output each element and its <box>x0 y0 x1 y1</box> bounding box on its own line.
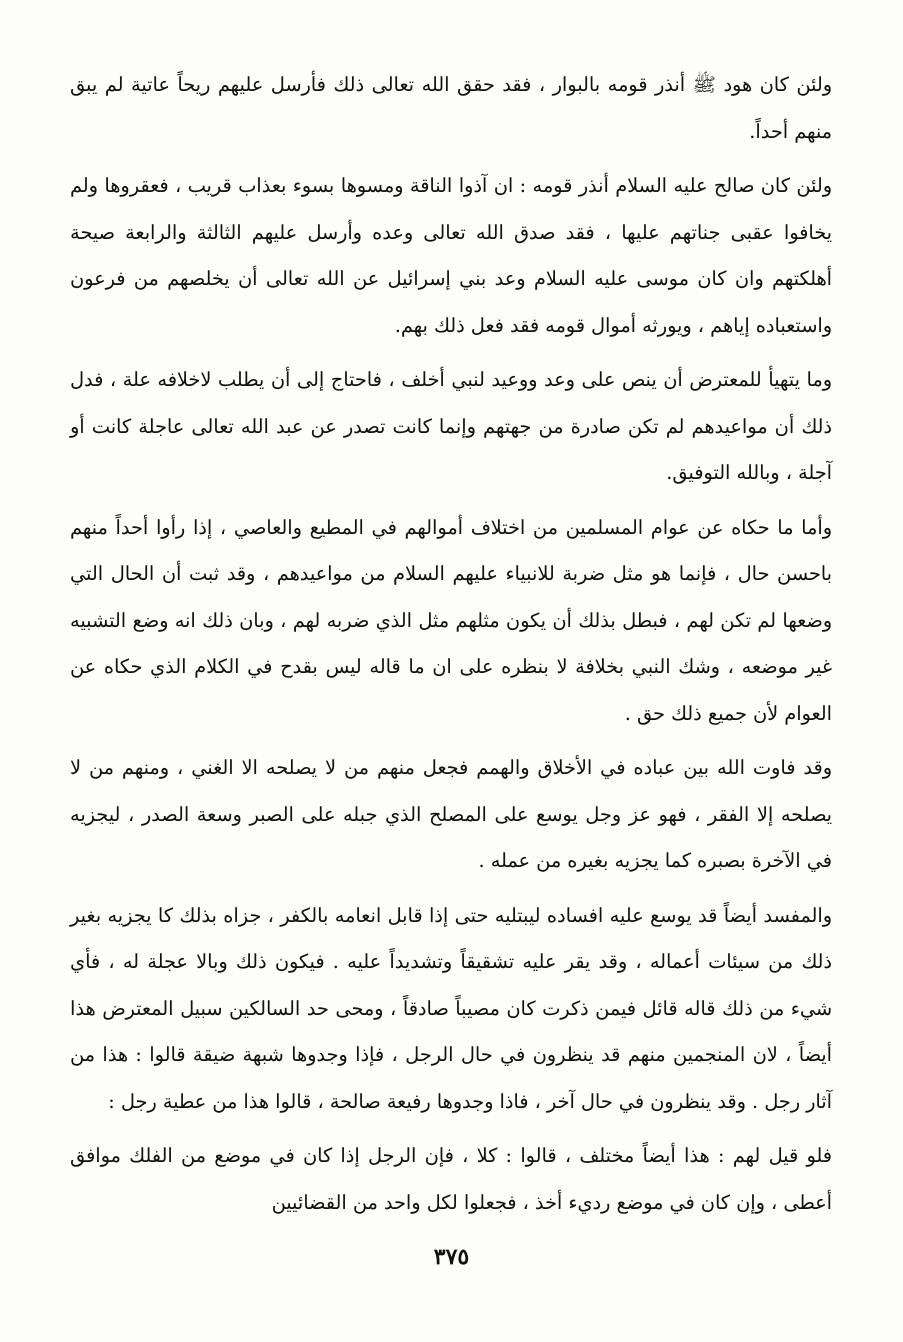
paragraph-5: وقد فاوت الله بين عباده في الأخلاق والهمم فجعل منهم من لا يصلحه الا الغني ، ومنهم من لا يصلحه إلا الفقر ، فهو عز وجل يوسع على المصلح الذي جبله على الصبر وسعة الصدر ، ليجزيه في الآخرة بصبره كما يجزيه بغيره من عمله . <box>70 756 832 872</box>
paragraph-6: والمفسد أيضاً قد يوسع عليه افساده ليبتليه حتى إذا قابل انعامه بالكفر ، جزاه بذلك كا يجزيه بغير ذلك من سيئات أعماله ، وقد يقر عليه تشقيقاً وتشديداً عليه . فيكون ذلك وبالا عجلة له ، فأي شيء من ذلك قاله قائل فيمن ذكرت كان مصيباً صادقاً ، ومحى حد السالكين سبيل المعترض هذا أيضاً ، لان المنجمين منهم قد ينظرون في حال الرجل ، فإذا وجدوها شبهة ضيقة قالوا : هذا من آثار رجل . وقد ينظرون في حال آخر ، فاذا وجدوها رفيعة صالحة ، قالوا هذا من عطية رجل : <box>70 903 832 1113</box>
body-text <box>70 62 832 1226</box>
page-number: ٣٧٥ <box>433 1244 470 1270</box>
paragraph-1: ولئن كان هود ﷺ أنذر قومه بالبوار ، فقد حقق الله تعالى ذلك فأرسل عليهم ريحاً عاتية لم يبق منهم أحداً. <box>70 73 832 143</box>
paragraph-2: ولئن كان صالح عليه السلام أنذر قومه : ان آذوا الناقة ومسوها بسوء بعذاب قريب ، فعقروها ولم يخافوا عقبى جناتهم عليها ، فقد صدق الله تعالى وعده وأرسل عليهم الثالثة والرابعة صيحة أهلكتهم وان كان موسى عليه السلام وعد بني إسرائيل عن الله تعالى أن يخلصهم من فرعون واستعباده إياهم ، ويورثه أموال قومه فقد فعل ذلك بهم. <box>70 174 832 337</box>
paragraph-7: فلو قيل لهم : هذا أيضاً مختلف ، قالوا : كلا ، فإن الرجل إذا كان في موضع من الفلك موافق أعطى ، وإن كان في موضع رديء أخذ ، فجعلوا لكل واحد من القضائيين <box>70 1144 832 1214</box>
paragraph-3: وما يتهيأ للمعترض أن ينص على وعد ووعيد لنبي أخلف ، فاحتاج إلى أن يطلب لاخلافه علة ، فدل ذلك أن مواعيدهم لم تكن صادرة من جهتهم وإنما كانت تصدر عن عبد الله تعالى عاجلة كانت أو آجلة ، وبالله التوفيق. <box>70 368 832 484</box>
paragraph-4: وأما ما حكاه عن عوام المسلمين من اختلاف أموالهم في المطيع والعاصي ، إذا رأوا أحداً منهم باحسن حال ، فإنما هو مثل ضربة للانبياء عليهم السلام من مواعيدهم ، وقد ثبت أن الحال التي وضعها لم تكن لهم ، فبطل بذلك أن يكون مثلهم مثل الذي ضربه لهم ، وبان ذلك انه وضع التشبيه غير موضعه ، وشك النبي بخلافة لا بنظره على ان ما قاله ليس بقدح في الكلام الذي حكاه عن العوام لأن جميع ذلك حق . <box>70 515 832 725</box>
